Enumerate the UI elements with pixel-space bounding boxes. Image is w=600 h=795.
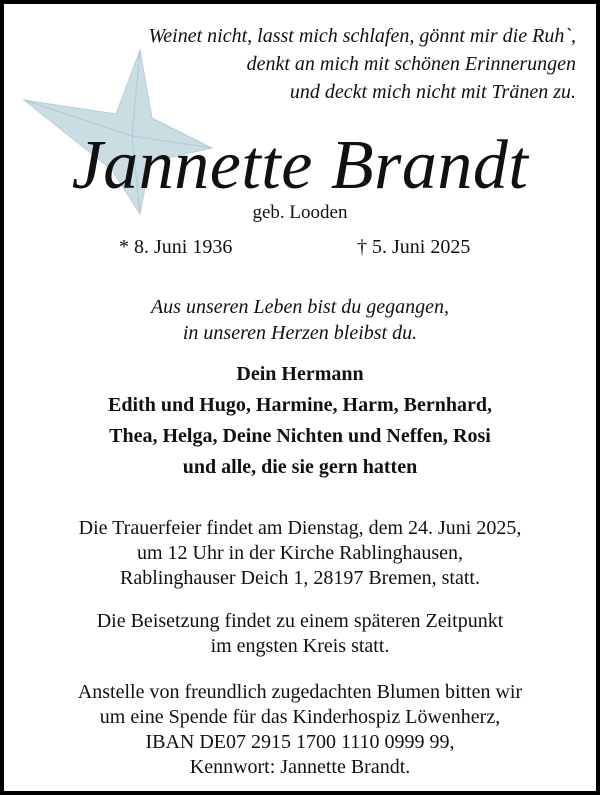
motto-line: in unseren Herzen bleibst du. <box>182 322 418 344</box>
funeral-line: Rablinghauser Deich 1, 28197 Bremen, statt. <box>120 567 480 589</box>
poem <box>148 22 576 106</box>
donation-line: Anstelle von freundlich zugedachten Blumen bitten wir <box>77 681 523 703</box>
donation-line: um eine Spende für das Kinderhospiz Löwenherz, <box>99 706 501 728</box>
motto-line: Aus unseren Leben bist du gegangen, <box>150 296 450 318</box>
poem-line: und deckt mich nicht mit Tränen zu. <box>289 81 576 103</box>
mourners-line: Edith und Hugo, Harmine, Harm, Bernhard, <box>108 394 492 416</box>
mourners-line: und alle, die sie gern hatten <box>182 456 418 478</box>
funeral-line: um 12 Uhr in der Kirche Rablinghausen, <box>136 542 464 564</box>
poem-line: denkt an mich mit schönen Erinnerungen <box>246 53 576 75</box>
deceased-name: Jannette Brandt <box>71 127 529 204</box>
funeral-line: Die Trauerfeier findet am Dienstag, dem 24. Juni 2025, <box>78 517 522 539</box>
birth-date: * 8. Juni 1936 <box>119 236 233 258</box>
death-date: † 5. Juni 2025 <box>357 236 471 258</box>
donation-line: Kennwort: Jannette Brandt. <box>189 756 411 778</box>
mourners-line: Thea, Helga, Deine Nichten und Neffen, Rosi <box>109 425 491 447</box>
mourners <box>4 359 596 483</box>
mourners-line: Dein Hermann <box>236 363 364 385</box>
burial-line: Die Beisetzung findet zu einem späteren Zeitpunkt <box>96 610 504 632</box>
donation-line: IBAN DE07 2915 1700 1110 0999 99, <box>145 731 455 753</box>
donation-info <box>4 680 596 780</box>
poem-line: Weinet nicht, lasst mich schlafen, gönnt mir die Ruh`, <box>148 25 576 47</box>
maiden-name: geb. Looden <box>252 202 348 223</box>
burial-info <box>4 609 596 659</box>
funeral-info <box>4 516 596 591</box>
motto <box>4 294 596 346</box>
burial-line: im engsten Kreis statt. <box>210 635 390 657</box>
